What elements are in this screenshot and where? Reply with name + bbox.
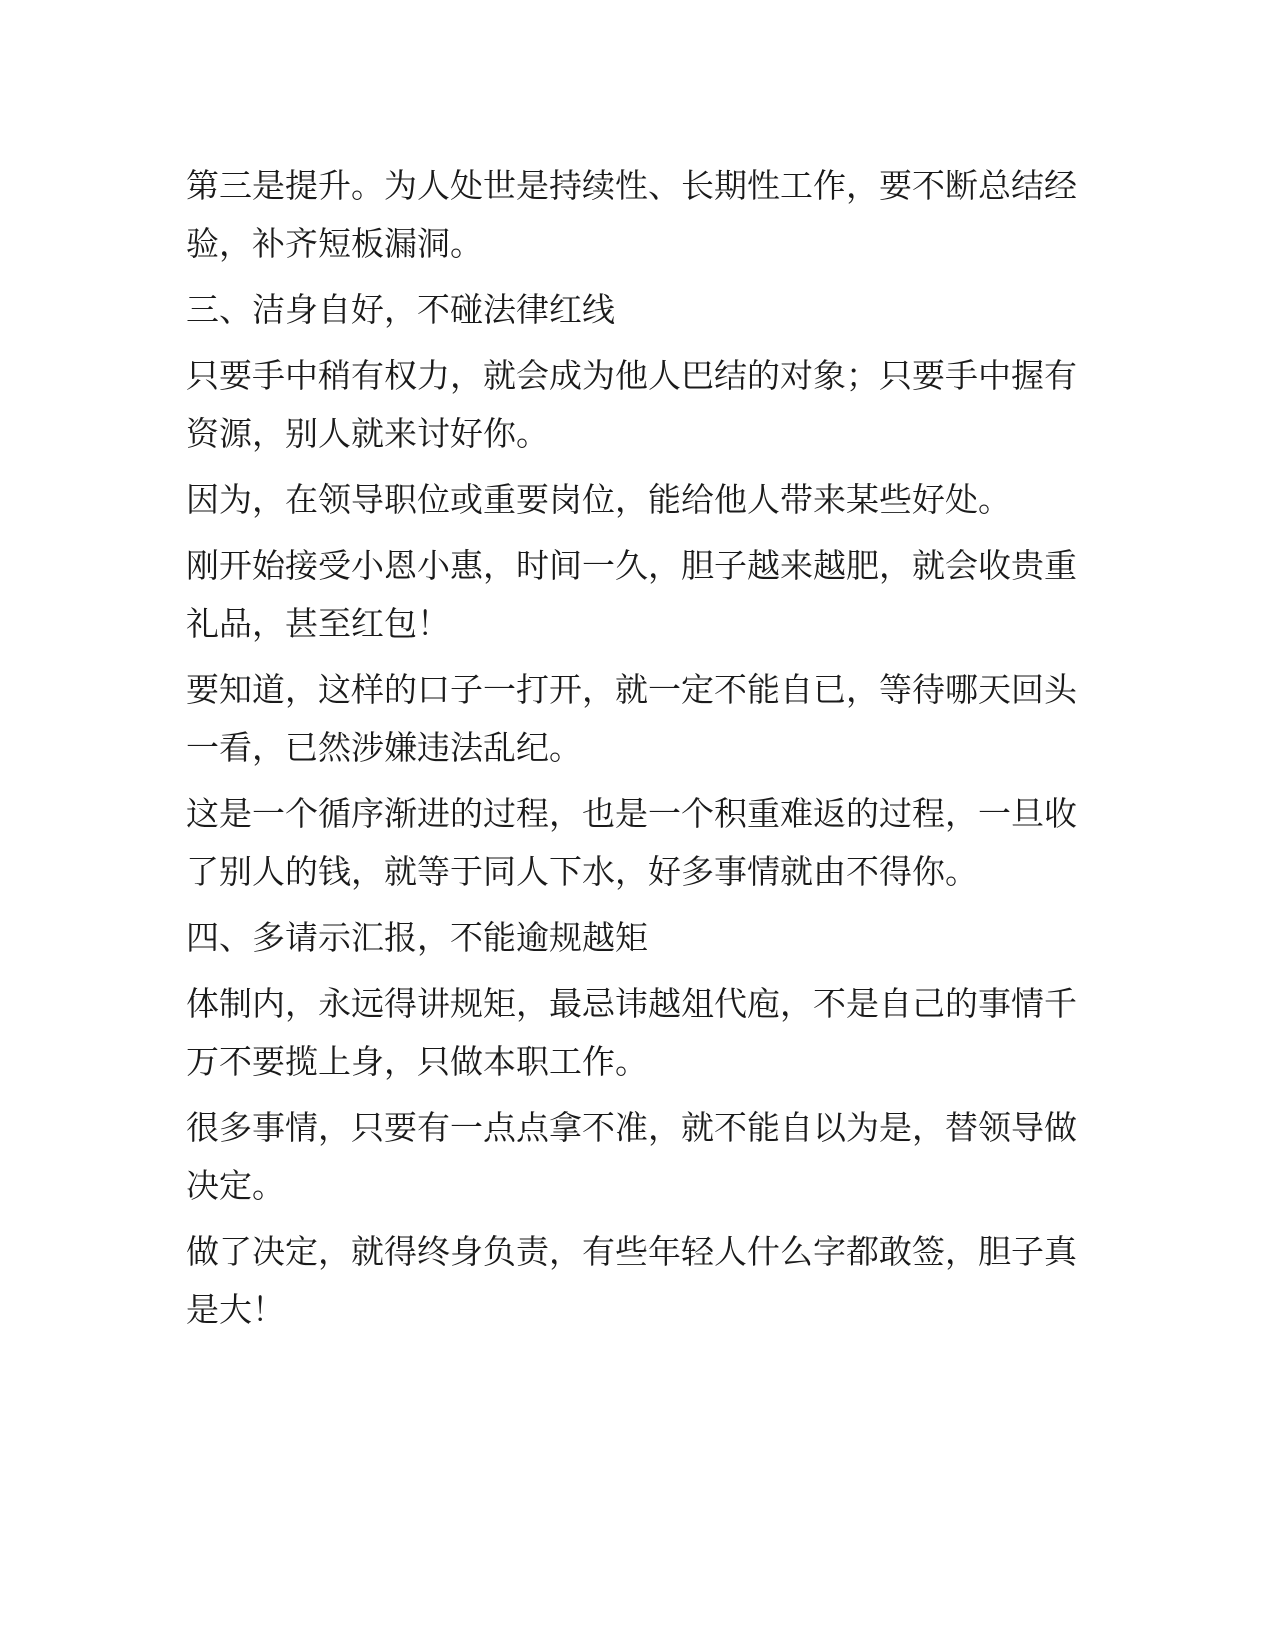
- paragraph-uncertain: 很多事情，只要有一点点拿不准，就不能自以为是，替领导做决定。: [186, 1108, 1077, 1205]
- paragraph-small-favors: 刚开始接受小恩小惠，时间一久，胆子越来越肥，就会收贵重礼品，甚至红包！: [186, 546, 1077, 643]
- paragraph-rules: 体制内，永远得讲规矩，最忌讳越俎代庖，不是自己的事情千万不要揽上身，只做本职工作。: [186, 984, 1077, 1081]
- paragraph-gradual-process: 这是一个循序渐进的过程，也是一个积重难返的过程，一旦收了别人的钱，就等于同人下水，好多事情就由不得你。: [186, 794, 1077, 891]
- document-body: [186, 157, 1091, 1347]
- paragraph-position: 因为，在领导职位或重要岗位，能给他人带来某些好处。: [186, 480, 1011, 519]
- paragraph-opening: 要知道，这样的口子一打开，就一定不能自已，等待哪天回头一看，已然涉嫌违法乱纪。: [186, 670, 1077, 767]
- section-heading-three: 三、洁身自好，不碰法律红线: [186, 290, 615, 329]
- paragraph-power: 只要手中稍有权力，就会成为他人巴结的对象；只要手中握有资源，别人就来讨好你。: [186, 356, 1077, 453]
- paragraph-improvement: 第三是提升。为人处世是持续性、长期性工作，要不断总结经验，补齐短板漏洞。: [186, 166, 1077, 263]
- section-heading-four: 四、多请示汇报，不能逾规越矩: [186, 918, 648, 957]
- paragraph-responsibility: 做了决定，就得终身负责，有些年轻人什么字都敢签，胆子真是大！: [186, 1232, 1077, 1329]
